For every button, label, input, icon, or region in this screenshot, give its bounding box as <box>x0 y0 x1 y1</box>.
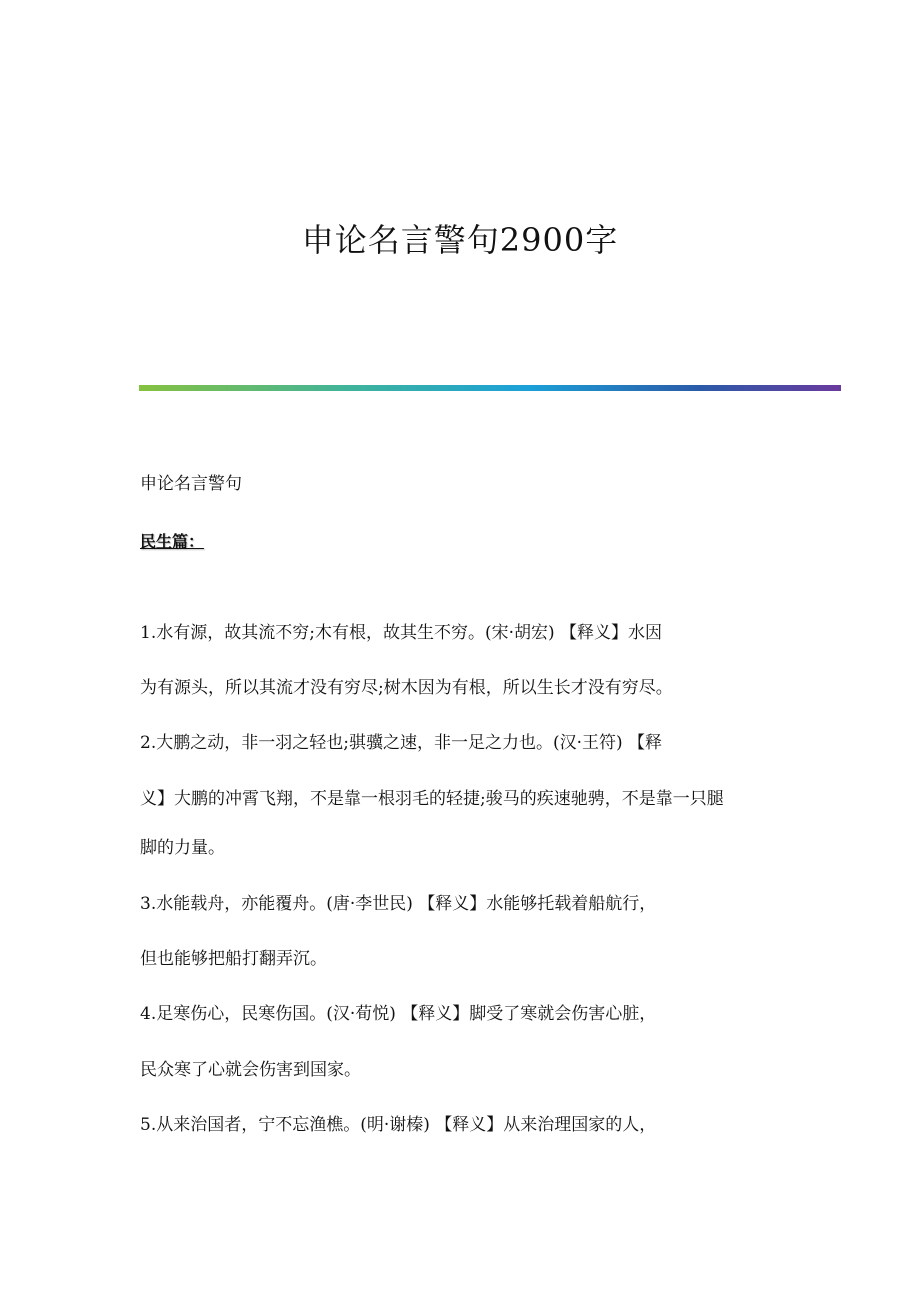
text-line-4: 义】大鹏的冲霄飞翔，不是靠一根羽毛的轻捷;骏马的疾速驰骋，不是靠一只腿 <box>140 789 724 809</box>
section-label: 民生篇： <box>140 532 205 551</box>
text-line-8: 4.足寒伤心，民寒伤国。(汉·荀悦) 【释义】脚受了寒就会伤害心脏， <box>140 1004 657 1024</box>
text-line-6: 3.水能载舟，亦能覆舟。(唐·李世民) 【释义】水能够托载着船航行， <box>140 894 657 914</box>
text-line-7: 但也能够把船打翻弄沉。 <box>140 949 327 969</box>
text-line-5: 脚的力量。 <box>140 838 225 858</box>
text-line-10: 5.从来治国者，宁不忘渔樵。(明·谢榛) 【释义】从来治理国家的人， <box>140 1115 657 1135</box>
text-line-3: 2.大鹏之动，非一羽之轻也;骐骥之速，非一足之力也。(汉·王符) 【释 <box>140 733 663 753</box>
content-heading: 申论名言警句 <box>140 474 242 494</box>
text-line-2: 为有源头，所以其流才没有穷尽;树木因为有根，所以生长才没有穷尽。 <box>140 678 673 698</box>
text-line-1: 1.水有源，故其流不穷;木有根，故其生不穷。(宋·胡宏) 【释义】水因 <box>140 623 663 643</box>
document-title: 申论名言警句2900字 <box>301 221 619 259</box>
gradient-divider <box>139 385 841 391</box>
text-line-9: 民众寒了心就会伤害到国家。 <box>140 1060 361 1080</box>
